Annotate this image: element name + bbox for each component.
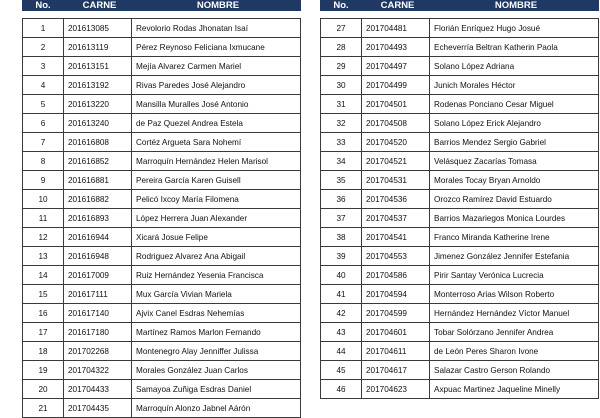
header-spacer <box>23 11 301 19</box>
header-no: No. <box>321 1 362 11</box>
cell-name: Barrios Mendez Sergio Gabriel <box>430 133 599 152</box>
cell-carne: 201704521 <box>362 152 430 171</box>
table-row <box>321 266 599 285</box>
cell-name: Franco Miranda Katherine Irene <box>430 228 599 247</box>
cell-name: Mux García Vivian Mariela <box>132 285 301 304</box>
cell-carne: 201704541 <box>362 228 430 247</box>
table-row <box>321 228 599 247</box>
table-row <box>23 323 301 342</box>
cell-carne: 201617009 <box>64 266 132 285</box>
header-no: No. <box>23 1 64 11</box>
table-row <box>321 323 599 342</box>
spacer-cell <box>64 11 132 19</box>
table-row <box>23 38 301 57</box>
cell-no: 30 <box>321 76 362 95</box>
cell-no: 43 <box>321 323 362 342</box>
table-row <box>23 76 301 95</box>
cell-no: 14 <box>23 266 64 285</box>
table-body-left <box>23 11 301 418</box>
cell-carne: 201617180 <box>64 323 132 342</box>
spacer-cell <box>430 11 599 19</box>
table-row <box>23 342 301 361</box>
cell-carne: 201704501 <box>362 95 430 114</box>
cell-carne: 201704499 <box>362 76 430 95</box>
cell-carne: 201616948 <box>64 247 132 266</box>
cell-carne: 201616881 <box>64 171 132 190</box>
table-row <box>23 285 301 304</box>
table-row <box>23 228 301 247</box>
cell-name: Morales González Juan Carlos <box>132 361 301 380</box>
table-row <box>321 19 599 38</box>
cell-no: 16 <box>23 304 64 323</box>
table-row <box>321 304 599 323</box>
header-name: NOMBRE <box>132 1 301 11</box>
cell-carne: 201613119 <box>64 38 132 57</box>
cell-name: Pereira García Karen Guisell <box>132 171 301 190</box>
cell-no: 41 <box>321 285 362 304</box>
cell-carne: 201617111 <box>64 285 132 304</box>
cell-no: 4 <box>23 76 64 95</box>
cell-carne: 201704433 <box>64 380 132 399</box>
table-row <box>321 247 599 266</box>
table-row <box>321 152 599 171</box>
cell-no: 34 <box>321 152 362 171</box>
cell-no: 44 <box>321 342 362 361</box>
cell-name: Revolorio Rodas Jhonatan Isaí <box>132 19 301 38</box>
cell-name: Mansilla Muralles José Antonio <box>132 95 301 114</box>
table-row <box>321 190 599 209</box>
table-row <box>321 38 599 57</box>
cell-name: Axpuac Martinez Jaqueline Minelly <box>430 380 599 399</box>
table-row <box>321 342 599 361</box>
cell-name: Orozco Ramírez David Estuardo <box>430 190 599 209</box>
cell-no: 8 <box>23 152 64 171</box>
cell-name: López Herrera Juan Alexander <box>132 209 301 228</box>
cell-carne: 201616893 <box>64 209 132 228</box>
spacer-cell <box>362 11 430 19</box>
cell-no: 38 <box>321 228 362 247</box>
cell-no: 7 <box>23 133 64 152</box>
table-row <box>321 114 599 133</box>
cell-carne: 201704611 <box>362 342 430 361</box>
cell-carne: 201704435 <box>64 399 132 418</box>
table-row <box>23 361 301 380</box>
cell-name: Marroquín Alonzo Jabnel Aárón <box>132 399 301 418</box>
cell-carne: 201616852 <box>64 152 132 171</box>
spacer-cell <box>132 11 301 19</box>
cell-carne: 201616882 <box>64 190 132 209</box>
cell-carne: 201617140 <box>64 304 132 323</box>
cell-name: Rodenas Ponciano Cesar Miguel <box>430 95 599 114</box>
cell-no: 27 <box>321 19 362 38</box>
cell-name: Samayoa Zuñiga Esdras Daniel <box>132 380 301 399</box>
cell-no: 2 <box>23 38 64 57</box>
cell-no: 18 <box>23 342 64 361</box>
table-body-right <box>321 11 599 399</box>
cell-no: 19 <box>23 361 64 380</box>
cell-no: 32 <box>321 114 362 133</box>
cell-no: 5 <box>23 95 64 114</box>
cell-carne: 201704493 <box>362 38 430 57</box>
cell-no: 13 <box>23 247 64 266</box>
table-row <box>321 361 599 380</box>
cell-carne: 201616808 <box>64 133 132 152</box>
cell-name: Tobar Solórzano Jennifer Andrea <box>430 323 599 342</box>
table-row <box>321 76 599 95</box>
cell-name: Xicará Josue Felipe <box>132 228 301 247</box>
cell-name: Ajvix Canel Esdras Nehemías <box>132 304 301 323</box>
table-row <box>23 209 301 228</box>
cell-carne: 201704536 <box>362 190 430 209</box>
cell-carne: 201704537 <box>362 209 430 228</box>
cell-no: 21 <box>23 399 64 418</box>
cell-no: 45 <box>321 361 362 380</box>
table-header-row <box>23 1 301 11</box>
table-row <box>23 380 301 399</box>
header-spacer <box>321 11 599 19</box>
cell-no: 39 <box>321 247 362 266</box>
cell-no: 6 <box>23 114 64 133</box>
table-row <box>23 399 301 418</box>
table-header-row <box>321 1 599 11</box>
cell-no: 3 <box>23 57 64 76</box>
cell-carne: 201704520 <box>362 133 430 152</box>
cell-name: Junich Morales Héctor <box>430 76 599 95</box>
table-row <box>23 304 301 323</box>
table-row <box>321 171 599 190</box>
cell-no: 15 <box>23 285 64 304</box>
cell-carne: 201704599 <box>362 304 430 323</box>
table-row <box>321 285 599 304</box>
cell-carne: 201704601 <box>362 323 430 342</box>
table-row <box>321 133 599 152</box>
cell-no: 37 <box>321 209 362 228</box>
table-row <box>23 19 301 38</box>
cell-name: Morales Tocay Bryan Arnoldo <box>430 171 599 190</box>
cell-no: 46 <box>321 380 362 399</box>
cell-name: Rivas Paredes José Alejandro <box>132 76 301 95</box>
cell-name: Salazar Castro Gerson Rolando <box>430 361 599 380</box>
cell-no: 28 <box>321 38 362 57</box>
cell-no: 29 <box>321 57 362 76</box>
header-carne: CARNE <box>64 1 132 11</box>
table-row <box>23 152 301 171</box>
cell-name: Monterroso Arias Wilson Roberto <box>430 285 599 304</box>
cell-no: 31 <box>321 95 362 114</box>
table-row <box>23 247 301 266</box>
cell-name: Jimenez González Jennifer Estefania <box>430 247 599 266</box>
cell-carne: 201704481 <box>362 19 430 38</box>
table-row <box>23 57 301 76</box>
cell-no: 35 <box>321 171 362 190</box>
cell-carne: 201704508 <box>362 114 430 133</box>
cell-name: Pelicó Ixcoy María Filomena <box>132 190 301 209</box>
header-name: NOMBRE <box>430 1 599 11</box>
cell-carne: 201704531 <box>362 171 430 190</box>
cell-carne: 201704497 <box>362 57 430 76</box>
cell-no: 17 <box>23 323 64 342</box>
cell-name: Solano López Adriana <box>430 57 599 76</box>
cell-name: Pérez Reynoso Feliciana Ixmucane <box>132 38 301 57</box>
cell-name: de Paz Quezel Andrea Estela <box>132 114 301 133</box>
cell-name: Montenegro Alay Jenniffer Julissa <box>132 342 301 361</box>
cell-carne: 201613192 <box>64 76 132 95</box>
cell-name: Ruiz Hernández Yesenia Francisca <box>132 266 301 285</box>
table-row <box>321 57 599 76</box>
table-row <box>321 209 599 228</box>
cell-name: Velásquez Zacarías Tomasa <box>430 152 599 171</box>
cell-carne: 201704553 <box>362 247 430 266</box>
cell-name: Florián Enríquez Hugo Josué <box>430 19 599 38</box>
table-row <box>23 95 301 114</box>
table-row <box>321 380 599 399</box>
table-row <box>23 171 301 190</box>
cell-no: 36 <box>321 190 362 209</box>
cell-carne: 201704623 <box>362 380 430 399</box>
cell-no: 33 <box>321 133 362 152</box>
cell-no: 10 <box>23 190 64 209</box>
table-row <box>23 114 301 133</box>
cell-name: Barrios Mazariegos Monica Lourdes <box>430 209 599 228</box>
cell-no: 1 <box>23 19 64 38</box>
cell-carne: 201613151 <box>64 57 132 76</box>
cell-carne: 201704586 <box>362 266 430 285</box>
table-row <box>321 95 599 114</box>
cell-no: 9 <box>23 171 64 190</box>
cell-carne: 201704322 <box>64 361 132 380</box>
cell-name: Pirir Santay Verónica Lucrecia <box>430 266 599 285</box>
cell-no: 42 <box>321 304 362 323</box>
cell-no: 11 <box>23 209 64 228</box>
spacer-cell <box>321 11 362 19</box>
cell-no: 40 <box>321 266 362 285</box>
cell-carne: 201613085 <box>64 19 132 38</box>
cell-name: Echeverría Beltran Katherin Paola <box>430 38 599 57</box>
cell-no: 12 <box>23 228 64 247</box>
cell-carne: 201702268 <box>64 342 132 361</box>
table-row <box>23 266 301 285</box>
spacer-cell <box>23 11 64 19</box>
cell-name: de León Peres Sharon Ivone <box>430 342 599 361</box>
cell-carne: 201613220 <box>64 95 132 114</box>
cell-no: 20 <box>23 380 64 399</box>
cell-carne: 201613240 <box>64 114 132 133</box>
cell-name: Marroquín Hernández Helen Marisol <box>132 152 301 171</box>
cell-name: Cortéz Argueta Sara Nohemí <box>132 133 301 152</box>
student-table-left <box>22 0 301 418</box>
table-row <box>23 190 301 209</box>
cell-name: Mejía Alvarez Carmen Mariel <box>132 57 301 76</box>
cell-name: Rodriguez Alvarez Ana Abigail <box>132 247 301 266</box>
header-carne: CARNE <box>362 1 430 11</box>
cell-name: Hernández Hernández Víctor Manuel <box>430 304 599 323</box>
cell-carne: 201616944 <box>64 228 132 247</box>
table-row <box>23 133 301 152</box>
cell-name: Martínez Ramos Marlon Fernando <box>132 323 301 342</box>
cell-name: Solano López Erick Alejandro <box>430 114 599 133</box>
cell-carne: 201704594 <box>362 285 430 304</box>
student-table-right <box>320 0 599 399</box>
cell-carne: 201704617 <box>362 361 430 380</box>
